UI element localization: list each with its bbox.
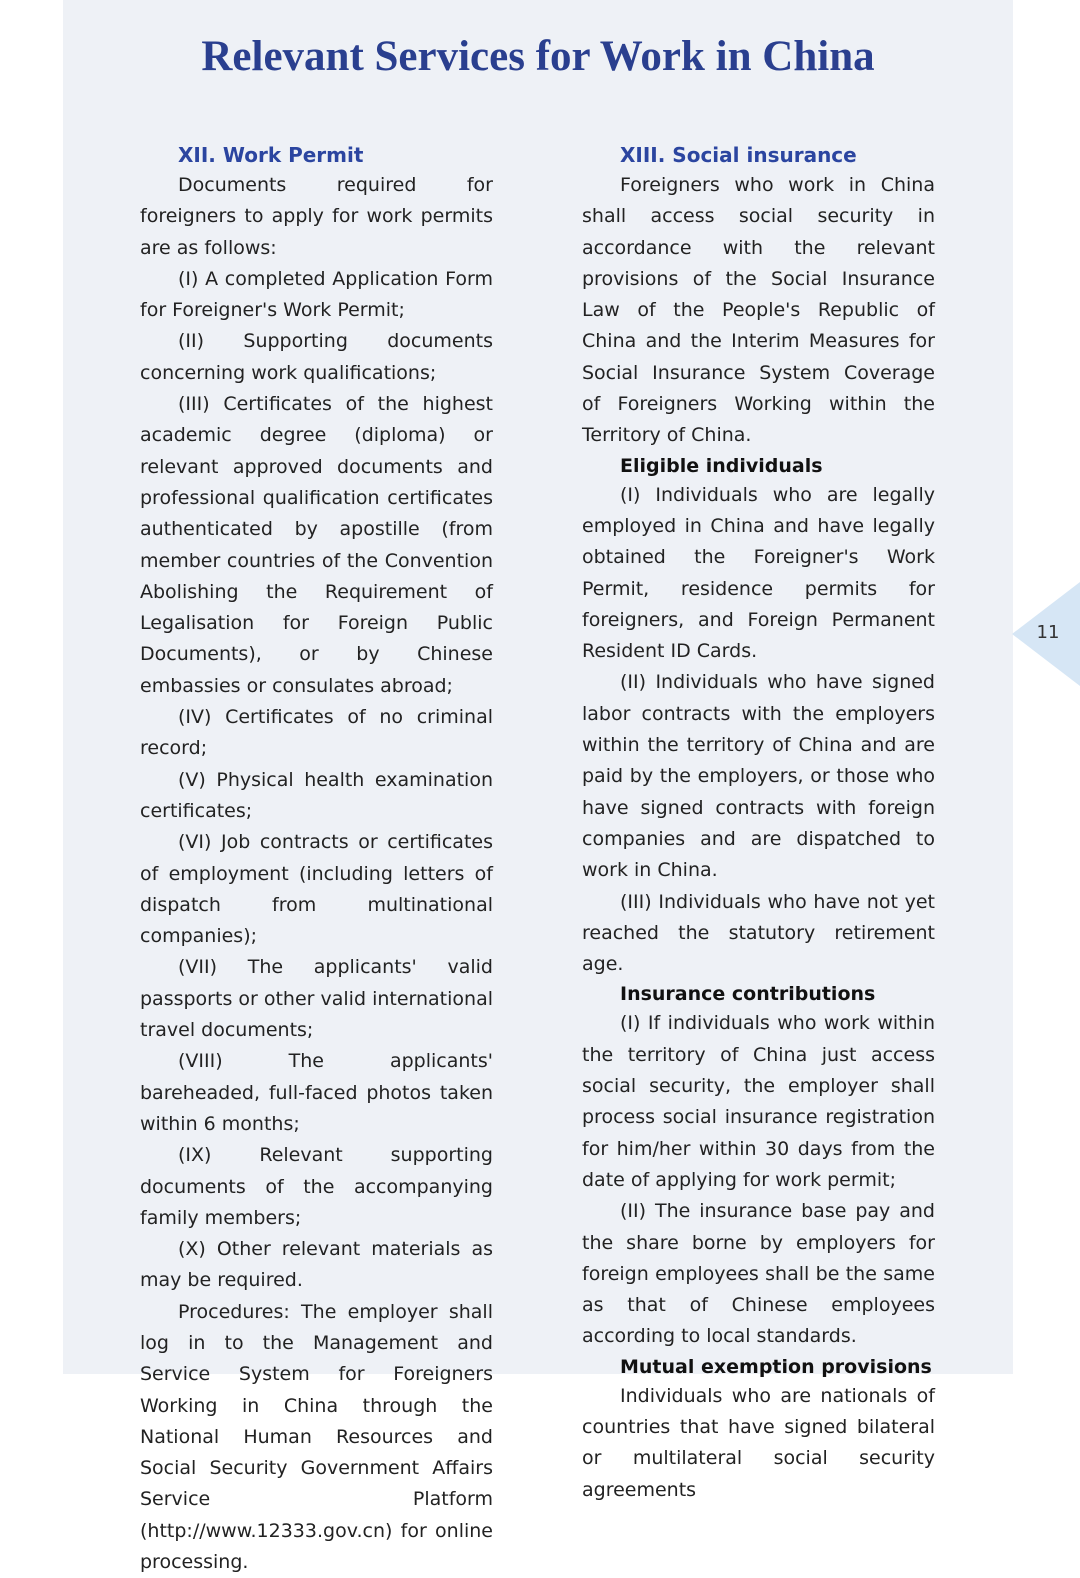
list-item: (I) A completed Application Form for Foreigner's Work Permit; [140,267,493,322]
list-item: (III) Individuals who have not yet reached the statutory retirement age. [582,890,935,976]
document-page [63,0,1013,1574]
list-item: (VIII) The applicants' bareheaded, full-faced photos taken within 6 months; [140,1050,493,1135]
subheading-contributions: Insurance contributions [620,983,876,1006]
list-item: (X) Other relevant materials as may be required. [140,1238,493,1292]
list-item: (I) If individuals who work within the territory of China just access social security, the employer shall process social insurance registration for him/her within 30 days from the date of applying for work permit; [582,1012,935,1191]
list-item: (VII) The applicants' valid passports or other valid international travel documents; [140,956,494,1042]
page-title: Relevant Services for Work in China [201,33,875,80]
list-item: (II) The insurance base pay and the share borne by employers for foreign employees shall be the same as that of Chinese employees according to local standards. [582,1200,935,1348]
list-item: (VI) Job contracts or certificates of employment (including letters of dispatch from multinational companies); [140,831,493,948]
paragraph: Documents required for foreigners to apply for work permits are as follows: [140,174,493,259]
list-item: (II) Supporting documents concerning work qualifications; [140,330,493,384]
list-item: (I) Individuals who are legally employed in China and have legally obtained the Foreigner's Work Permit, residence permits for foreigners, and Foreign Permanent Resident ID Cards. [582,483,935,663]
right-column [582,141,935,1506]
left-column [140,141,493,1578]
list-item: (II) Individuals who have signed labor contracts with the employers within the territory of China and are paid by the employers, or those who have signed contracts with foreign companies and are dispatched to work in China. [582,671,935,882]
list-item: (IV) Certificates of no criminal record; [140,706,493,760]
paragraph: Foreigners who work in China shall access social security in accordance with the relevant provisions of the Social Insurance Law of the People's Republic of China and the Interim Measures for Social Insurance System Coverage of Foreigners Working within the Territory of China. [582,174,935,447]
subheading-exemption: Mutual exemption provisions [620,1355,932,1378]
list-item: (IX) Relevant supporting documents of the accompanying family members; [140,1144,493,1229]
page-number: 11 [1036,622,1060,643]
subheading-eligible: Eligible individuals [620,454,823,477]
procedures-paragraph: Procedures: The employer shall log in to the Management and Service System for Foreigners Working in China through the National Human Resources and Social Security Government Affairs Service Platform (http://www.12333.gov.cn) for online processing. [140,1300,493,1574]
paragraph: Individuals who are nationals of countries that have signed bilateral or multilateral social security agreements [582,1384,935,1501]
section-heading-work-permit: XII. Work Permit [178,143,364,167]
section-heading-social-insurance: XIII. Social insurance [620,143,857,167]
list-item: (V) Physical health examination certificates; [140,768,493,822]
list-item: (III) Certificates of the highest academic degree (diploma) or relevant approved documents and professional qualification certificates authenticated by apostille (from member countries of the Convention Abolishing the Requirement of Legalisation for Foreign Public Documents), or by Chinese embassies or consulates abroad; [140,393,493,697]
